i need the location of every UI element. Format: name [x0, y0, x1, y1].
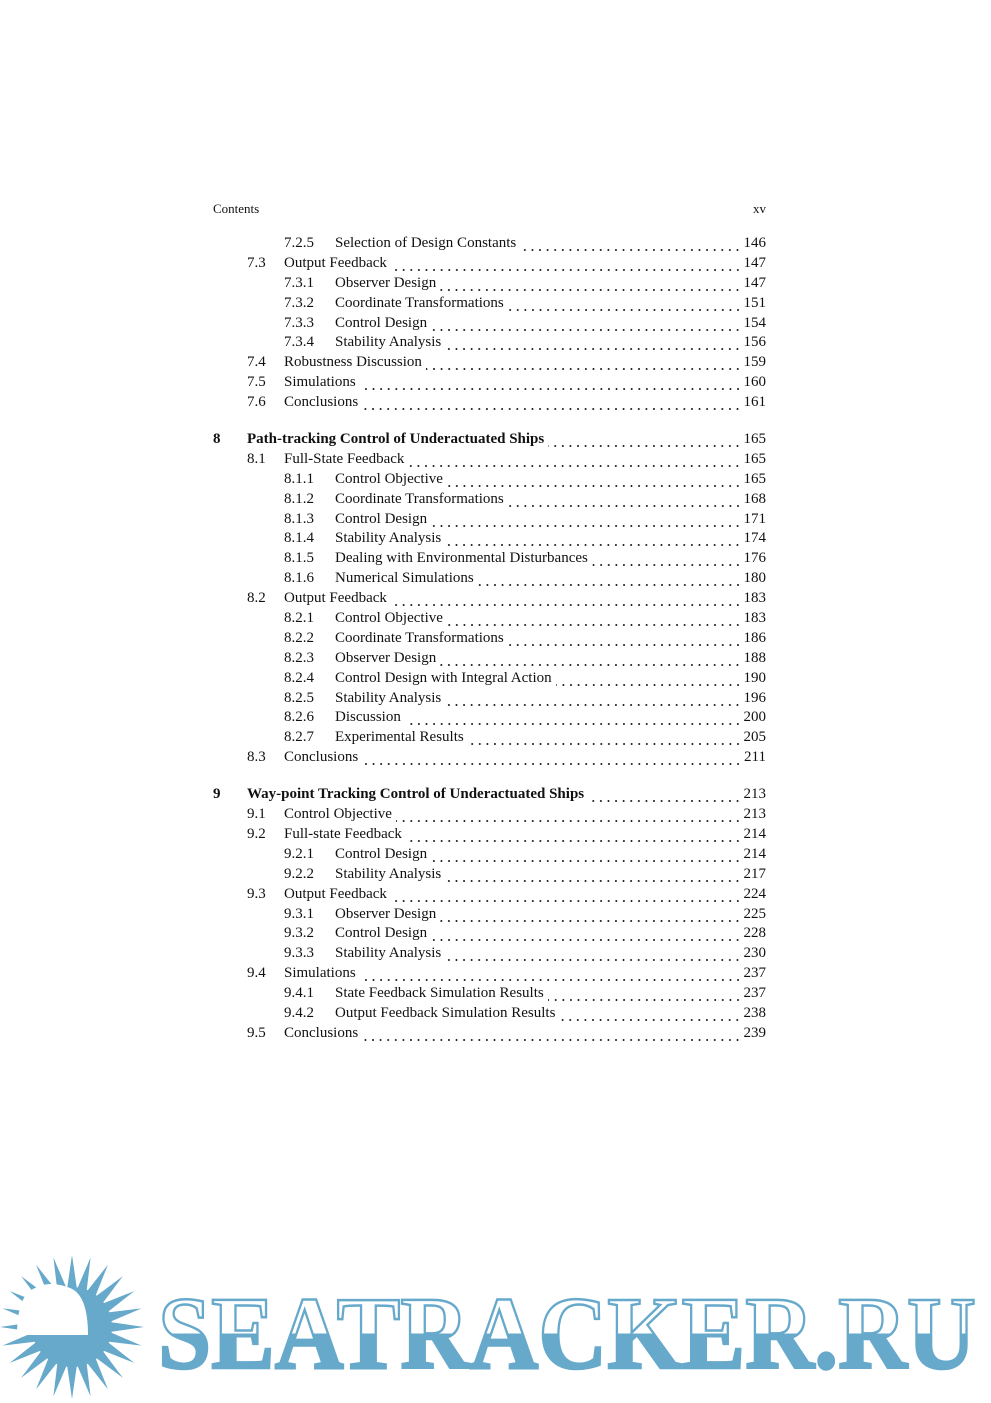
toc-entry-page: 147 — [743, 274, 766, 291]
dot-leader — [440, 649, 741, 669]
toc-entry-page: 174 — [743, 530, 766, 547]
toc-entry[interactable] — [213, 353, 766, 373]
toc-entry-page: 228 — [743, 925, 766, 942]
toc-entry-title: Control Objective — [335, 610, 443, 627]
dot-leader — [391, 589, 742, 609]
toc-entry[interactable] — [213, 430, 766, 450]
toc-entry-page: 159 — [743, 354, 766, 371]
toc-entry-title: Simulations — [284, 374, 356, 391]
toc-entry-number: 9.4.1 — [284, 985, 314, 1002]
toc-entry-number: 8.2.2 — [284, 629, 314, 646]
toc-entry-title: Conclusions — [284, 1024, 359, 1041]
dot-leader — [592, 549, 742, 569]
toc-entry[interactable] — [213, 845, 766, 865]
toc-entry-number: 9.5 — [247, 1024, 266, 1041]
toc-entry-page: 147 — [743, 254, 766, 271]
toc-entry-number: 9.2 — [247, 825, 266, 842]
toc-entry-number: 7.3 — [247, 254, 266, 271]
toc-entry-title: Control Objective — [284, 806, 392, 823]
toc-entry-title: Control Design — [335, 925, 428, 942]
toc-entry[interactable] — [213, 984, 766, 1004]
toc-entry-page: 230 — [743, 945, 766, 962]
toc-entry-number: 9.3.3 — [284, 945, 314, 962]
toc-entry-page: 168 — [743, 490, 766, 507]
toc-entry-number: 7.3.2 — [284, 294, 314, 311]
toc-entry[interactable] — [213, 314, 766, 334]
toc-entry-page: 217 — [743, 865, 766, 882]
toc-entry-number: 8.2.7 — [284, 729, 314, 746]
toc-entry[interactable] — [213, 785, 766, 805]
toc-entry[interactable] — [213, 569, 766, 589]
toc-entry-page: 156 — [743, 334, 766, 351]
toc-entry-number: 8.2.1 — [284, 610, 314, 627]
toc-entry-title: Path-tracking Control of Underactuated Ships — [247, 431, 545, 448]
toc-entry-page: 214 — [743, 845, 766, 862]
toc-entry-number: 7.3.3 — [284, 314, 314, 331]
toc-entry-title: Output Feedback Simulation Results — [335, 1004, 556, 1021]
toc-entry[interactable] — [213, 629, 766, 649]
watermark-text: SEATRACKER.RU — [158, 1276, 976, 1391]
sun-icon — [0, 1255, 144, 1399]
toc-entry-number: 8.2 — [247, 590, 266, 607]
dot-leader — [360, 373, 742, 393]
toc-entry-number: 7.2.5 — [284, 235, 314, 251]
dot-leader — [431, 845, 741, 865]
toc-entry-page: 200 — [743, 709, 766, 726]
toc-entry-title: Control Design — [335, 845, 428, 862]
toc-entry-title: Full-state Feedback — [284, 825, 402, 842]
toc-entry[interactable] — [213, 470, 766, 490]
toc-entry-number: 7.3.1 — [284, 274, 314, 291]
dot-leader — [440, 274, 741, 294]
dot-leader — [396, 805, 742, 825]
dot-leader — [440, 905, 741, 925]
toc-entry[interactable] — [213, 333, 766, 353]
dot-leader — [508, 490, 742, 510]
toc-entry-page: 165 — [743, 470, 766, 487]
toc-entry-number: 8 — [213, 431, 221, 448]
toc-entry-number: 8.1.4 — [284, 530, 314, 547]
dot-leader — [362, 748, 742, 768]
toc-entry-page: 171 — [743, 510, 766, 527]
toc-entry-number: 9.3 — [247, 885, 266, 902]
dot-leader — [391, 254, 742, 274]
dot-leader — [445, 865, 741, 885]
watermark-logo — [0, 1255, 991, 1403]
toc-entry-number: 8.2.6 — [284, 709, 314, 726]
toc-entry-number: 8.3 — [247, 749, 266, 766]
toc-entry-page: 196 — [743, 689, 766, 706]
dot-leader — [447, 609, 742, 629]
toc-entry-title: Coordinate Transformations — [335, 629, 504, 646]
dot-leader — [559, 1004, 741, 1024]
toc-entry[interactable] — [213, 865, 766, 885]
toc-entry[interactable] — [213, 234, 766, 254]
toc-entry-page: 165 — [743, 450, 766, 467]
toc-entry[interactable] — [213, 510, 766, 530]
toc-entry-page: 176 — [743, 550, 766, 567]
toc-entry-title: Coordinate Transformations — [335, 294, 504, 311]
dot-leader — [431, 510, 741, 530]
toc-entry-page: 238 — [743, 1004, 766, 1021]
toc-entry[interactable] — [213, 728, 766, 748]
dot-leader — [406, 825, 742, 845]
toc-entry-number: 8.2.3 — [284, 649, 314, 666]
toc-entry-title: Stability Analysis — [335, 865, 442, 882]
toc-entry-number: 8.1.6 — [284, 570, 314, 587]
dot-leader — [445, 529, 741, 549]
toc-entry[interactable] — [213, 944, 766, 964]
dot-leader — [548, 430, 741, 450]
toc-entry-number: 9 — [213, 786, 221, 803]
toc-entry-title: Stability Analysis — [335, 689, 442, 706]
toc-entry-page: 237 — [743, 985, 766, 1002]
toc-entry[interactable] — [213, 609, 766, 629]
dot-leader — [362, 1024, 741, 1044]
toc-entry-number: 8.1 — [247, 450, 266, 467]
toc-entry-page: 183 — [743, 610, 766, 627]
toc-entry-title: Stability Analysis — [335, 945, 442, 962]
dot-leader — [426, 353, 742, 373]
toc-entry-page: 237 — [743, 965, 766, 982]
toc-entry[interactable] — [213, 689, 766, 709]
toc-entry-title: Stability Analysis — [335, 530, 442, 547]
toc-entry-title: Control Objective — [335, 470, 443, 487]
toc-entry[interactable] — [213, 490, 766, 510]
dot-leader — [520, 234, 741, 254]
dot-leader — [556, 669, 742, 689]
toc-entry-title: Simulations — [284, 965, 356, 982]
toc-entry-title: Output Feedback — [284, 885, 387, 902]
toc-entry[interactable] — [213, 589, 766, 609]
toc-entry-number: 9.4.2 — [284, 1004, 314, 1021]
toc-entry-title: Selection of Design Constants — [335, 235, 517, 251]
toc-entry-title: Full-State Feedback — [284, 450, 405, 467]
toc-entry-number: 8.2.5 — [284, 689, 314, 706]
toc-entry-title: Observer Design — [335, 649, 437, 666]
dot-leader — [391, 885, 742, 905]
toc-entry[interactable] — [213, 905, 766, 925]
toc-entry-number: 8.1.1 — [284, 470, 314, 487]
toc-entry-page: 188 — [743, 649, 766, 666]
dot-leader — [431, 924, 741, 944]
toc-entry[interactable] — [213, 805, 766, 825]
toc-entry-title: Output Feedback — [284, 590, 387, 607]
toc-entry-title: Control Design — [335, 510, 428, 527]
dot-leader — [468, 728, 742, 748]
toc-entry-title: Conclusions — [284, 394, 359, 411]
toc-entry-title: Discussion — [335, 709, 401, 726]
dot-leader — [445, 333, 741, 353]
toc-entry[interactable] — [213, 708, 766, 728]
dot-leader — [508, 629, 742, 649]
toc-entry-page: 154 — [743, 314, 766, 331]
toc-entry-title: State Feedback Simulation Results — [335, 985, 544, 1002]
toc-entry-title: Output Feedback — [284, 254, 387, 271]
toc-entry[interactable] — [213, 373, 766, 393]
toc-entry-page: 213 — [743, 786, 766, 803]
dot-leader — [362, 393, 741, 413]
toc-entry[interactable] — [213, 393, 766, 413]
toc-entry-page: 239 — [743, 1024, 766, 1041]
toc-entry-number: 8.2.4 — [284, 669, 314, 686]
toc-entry-page: 225 — [743, 905, 766, 922]
toc-entry-title: Dealing with Environmental Disturbances — [335, 550, 588, 567]
toc-entry-number: 9.2.2 — [284, 865, 314, 882]
toc-entry[interactable] — [213, 924, 766, 944]
toc-entry-number: 8.1.2 — [284, 490, 314, 507]
dot-leader — [405, 708, 742, 728]
toc-entry-number: 9.1 — [247, 806, 266, 823]
toc-entry-title: Conclusions — [284, 749, 359, 766]
toc-entry-page: 165 — [743, 431, 766, 448]
toc-entry-title: Control Design with Integral Action — [335, 669, 552, 686]
toc-entry-page: 151 — [743, 294, 766, 311]
toc-entry-title: Coordinate Transformations — [335, 490, 504, 507]
toc-entry-page: 190 — [743, 669, 766, 686]
dot-leader — [445, 944, 741, 964]
toc-entry-title: Control Design — [335, 314, 428, 331]
toc-entry[interactable] — [213, 964, 766, 984]
toc-entry[interactable] — [213, 649, 766, 669]
toc-entry-page: 183 — [743, 590, 766, 607]
toc-entry[interactable] — [213, 748, 766, 768]
toc-entry-title: Stability Analysis — [335, 334, 442, 351]
toc-entry-title: Way-point Tracking Control of Underactuated Ships — [247, 786, 585, 803]
toc-entry-number: 9.3.1 — [284, 905, 314, 922]
dot-leader — [360, 964, 742, 984]
dot-leader — [445, 689, 741, 709]
toc-entry-page: 186 — [743, 629, 766, 646]
toc-entry[interactable] — [213, 669, 766, 689]
toc-entry[interactable] — [213, 1004, 766, 1024]
page-number: xv — [753, 201, 766, 216]
toc-entry[interactable] — [213, 885, 766, 905]
dot-leader — [447, 470, 742, 490]
toc-entry-number: 9.3.2 — [284, 925, 314, 942]
running-header-title: Contents — [213, 201, 260, 216]
toc-entry-number: 7.6 — [247, 394, 266, 411]
toc-entry-page: 214 — [743, 825, 766, 842]
toc-entry-page: 146 — [743, 235, 766, 251]
dot-leader — [548, 984, 742, 1004]
toc-entry-title: Numerical Simulations — [335, 570, 474, 587]
toc-entry-number: 7.5 — [247, 374, 266, 391]
dot-leader — [588, 785, 741, 805]
toc-entry-number: 8.1.3 — [284, 510, 314, 527]
toc-entry-page: 160 — [743, 374, 766, 391]
toc-entry[interactable] — [213, 549, 766, 569]
toc-entry[interactable] — [213, 274, 766, 294]
toc-entry-number: 9.2.1 — [284, 845, 314, 862]
toc-entry[interactable] — [213, 825, 766, 845]
toc-entry[interactable] — [213, 294, 766, 314]
toc-entry-number: 7.3.4 — [284, 334, 314, 351]
toc-entry-page: 205 — [743, 729, 766, 746]
toc-entry-page: 180 — [743, 570, 766, 587]
table-of-contents — [213, 234, 766, 1044]
dot-leader — [478, 569, 742, 589]
dot-leader — [508, 294, 742, 314]
toc-entry-page: 213 — [743, 806, 766, 823]
toc-entry-title: Experimental Results — [335, 729, 464, 746]
toc-entry-number: 9.4 — [247, 965, 266, 982]
toc-entry-number: 7.4 — [247, 354, 266, 371]
toc-entry-title: Observer Design — [335, 905, 437, 922]
toc-entry[interactable] — [213, 1024, 766, 1044]
dot-leader — [408, 450, 741, 470]
toc-entry[interactable] — [213, 529, 766, 549]
toc-entry-title: Observer Design — [335, 274, 437, 291]
toc-entry-page: 224 — [743, 885, 766, 902]
toc-entry-page: 161 — [743, 394, 766, 411]
toc-entry[interactable] — [213, 254, 766, 274]
toc-entry[interactable] — [213, 450, 766, 470]
dot-leader — [431, 314, 741, 334]
toc-entry-page: 211 — [744, 749, 766, 766]
toc-entry-title: Robustness Discussion — [284, 354, 422, 371]
toc-entry-number: 8.1.5 — [284, 550, 314, 567]
